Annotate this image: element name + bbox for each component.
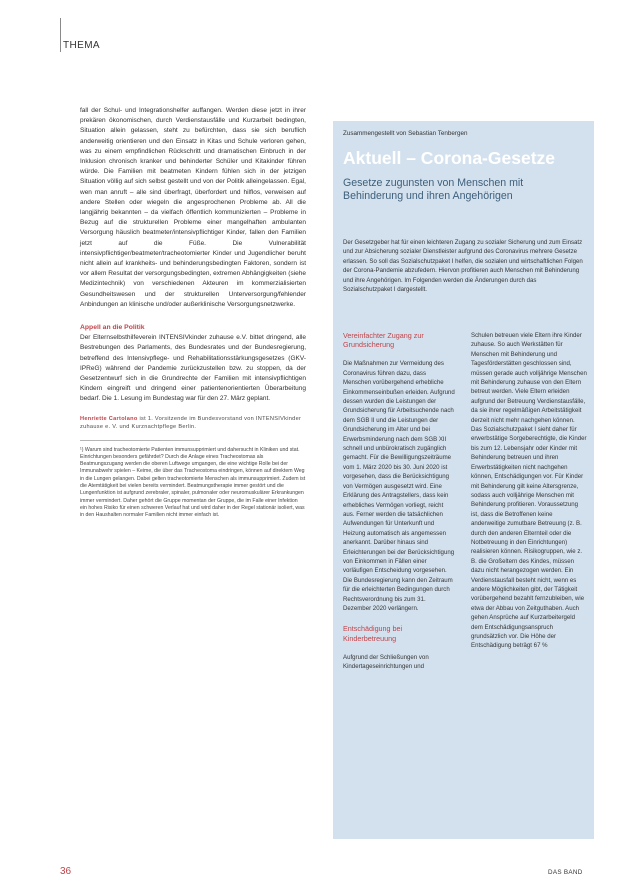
left-column — [80, 106, 306, 519]
author-note — [80, 415, 306, 432]
header-rule — [60, 18, 61, 52]
box-column-1 — [343, 331, 455, 672]
page-number: 36 — [60, 866, 72, 877]
subheading-grundsicherung: Vereinfachter Zugang zur Grundsicherung — [343, 331, 424, 350]
subheading-kinderbetreuung: Entschädigung bei Kinderbetreuung — [343, 624, 403, 643]
footnote-divider — [80, 440, 200, 441]
box-column-2 — [471, 331, 587, 651]
magazine-name: DAS BAND — [548, 869, 583, 876]
box-intro: Der Gesetzgeber hat für einen leichteren Zugang zu sozialer Sicherung und zum Einsatz und zur Absicherung sozialer Dienstleister aufgrund des Coronavirus mehrere Gesetze erlassen. So soll das Sozialschutzpaket I helfen, die sozialen und wirtschaftlichen Folgen der Corona-Pandemie abzufedern. Hiervon profitieren auch Menschen mit Behinderung und ihre Angehörigen. Im Folgenden werden die Änderungen durch das Sozialschutzpaket I dargestellt. — [343, 239, 583, 294]
author-bio: ist 1. Vorsitzende im Bundesvorstand von INTENSIVkinder zuhause e. V. und Kurznachtpflege Berlin. — [80, 415, 302, 431]
info-box — [333, 121, 594, 839]
box-paragraph: Schulen betreuen viele Eltern ihre Kinder zuhause. So auch Werkstätten für Menschen mit Behinderung und Tagesförderstätten geschlossen sind, müssen gerade auch volljährige Menschen mit Behinderung zuhause von den Eltern betreut werden. Viele Eltern erleiden aufgrund der Betreuung Verdienstausfälle, da sie ihrer regelmäßigen Arbeitstätigkeit derzeit nicht mehr nachgehen können. Das Sozialschutzpaket I sieht daher für erwerbstätige Sorgeberechtigte, die Kinder bis zum 12. Lebensjahr oder Kinder mit Behinderung betreuen und ihren Erwerbstätigkeiten nicht nachgehen können, Entschädigungen vor. Für Kinder mit Behinderung gilt keine Altersgrenze, sodass auch volljährige Menschen mit Behinderung profitieren. Voraussetzung ist, dass die Betroffenen keine anderweitige zumutbare Betreuung (z. B. durch den anderen Elternteil oder die Notbetreuung in den Einrichtungen) realisieren können. Risikogruppen, wie z. B. die Großeltern des Kindes, müssen dazu nicht herangezogen werden. Ein Verdienstausfall besteht nicht, wenn es andere Möglichkeiten gibt, der Tätigkeit vorübergehend bezahlt fernzubleiben, wie etwa der Abbau von Zeitguthaben. Auch gehen Ansprüche auf Kurzarbeitergeld dem Entschädigungsanspruch grundsätzlich vor. Die Höhe der Entschädigung beträgt 67 % — [471, 332, 587, 650]
box-paragraph: Die Maßnahmen zur Vermeidung des Coronavirus führen dazu, dass Menschen vorübergehend erhebliche Einkommenseinbußen erleiden. Aufgrund dessen wurden die Leistungen der Grundsicherung für Arbeitsuchende nach dem SGB II und die Leistungen der Grundsicherung im Alter und bei Erwerbsminderung nach dem SGB XII schnell und unbürokratisch zugänglich gemacht. Für die Bewilligungszeiträume vom 1. März 2020 bis 30. Juni 2020 ist vorgesehen, dass die Berücksichtigung von Vermögen ausgesetzt wird. Eine Erklärung des Antragstellers, dass kein erhebliches Vermögen vorliegt, reicht aus. Ferner werden die tatsächlichen Aufwendungen für Unterkunft und Heizung automatisch als angemessen anerkannt. Darüber hinaus sind Erleichterungen bei der Berücksichtigung von Einkommen in Fällen einer vorläufigen Entscheidung vorgesehen. Die Bundesregierung kann den Zeitraum für die erleichterten Bedingungen durch Rechtsverordnung bis zum 31. Dezember 2020 verlängern. — [343, 360, 455, 612]
subheading-appeal: Appell an die Politik — [80, 324, 145, 332]
author-name: Henriette Cartolano — [80, 415, 138, 422]
section-label: THEMA — [63, 40, 100, 51]
box-subtitle: Gesetze zugunsten von Menschen mit Behinderung und ihren Angehörigen — [343, 177, 524, 202]
footnote: ¹) Warum sind tracheotomierte Patienten immunsupprimiert und dahersucht in Kliniken und stat. Einrichtungen besonders gefährdet? Durch die Anlage eines Tracheostomas als Beatmungszugang werden die oberen Luftwege umgangen, die eine wichtige Rolle bei der Immunabwehr spielen – Keime, die über das Tracheostoma eindringen, können auf direktem Weg in die Lungen gelangen. Dabei gelten tracheotomierte Menschen als immunsupprimiert. Zudem ist die Atemtätigkeit bei vielen bereits vermindert. Beatmungstherapie immer gestört und die Lungenfunktion ist aufgrund zerebraler, spinaler, pulmonaler oder neuromuskulärer Erkrankungen immer vermindert. Daher gehört die Gruppe momentan der Gruppe, die im Falle einer Infektion ein hohes Risiko für einen schweren Verlauf hat und wird daher in der Regel stationär isoliert, was in den Haushalten normaler Familien nicht immer einfach ist. — [80, 446, 306, 519]
box-paragraph: Aufgrund der Schließungen von Kindertageseinrichtungen und — [343, 653, 429, 671]
article-paragraph: Der Elternselbsthilfeverein INTENSIVkinder zuhause e.V. bittet dringend, alle Bestrebungen des Parlaments, des Bundesrates und der Bundesregierung, betreffend des Intensivpflege- und Rehabilitationsstärkungsgesetzes (GKV-IPReG) während der Pandemie zurückzustellen bzw. zu stoppen, da der Gesetzentwurf sich in die Grundrechte der Familien mit intensivpflichtigen Kindern eingreift und dringend einer patientenorientierten Überarbeitung bedarf. Die 1. Lesung im Bundestag war für den 27. März geplant. — [80, 334, 306, 403]
box-compiled-by: Zusammengestellt von Sebastian Tenbergen — [343, 130, 468, 137]
box-title: Aktuell – Corona-Gesetze — [343, 148, 555, 168]
article-paragraph: fall der Schul- und Integrationshelfer auffangen. Werden diese jetzt in ihrer prekären ökonomischen, durch Verdienstausfälle und Kurzarbeit bedingten, Situation allein gelassen, steht zu befürchten, dass sie sich beruflich anderweitig orientieren und den Einsatz in Kitas und Schule verloren gehen, was zu einem empfindlichen Rückschritt und dramatischen Einbruch in der Inklusion chronisch kranker und behinderter Schüler und Kitakinder führen würde. Die Familien mit beatmeten Kindern fühlen sich in der jetzigen Situation völlig auf sich selbst gestellt und von der Politik alleingelassen. Egal, wen man anruft – alle sind überfragt, überfordert und hilflos, verweisen auf andere Stellen oder wiegeln die angesprochenen Probleme ab. All die langjährig bekannten – da vielfach öffentlich kommunizierten – Probleme in Bezug auf die strukturellen Probleme einer mangelhaften ambulanten Versorgung häuslich beatmeter/intensivpflichtiger Kinder, fallen den Familien jetzt auf die Füße. Die Vulnerabilität intensivpflichtiger/beatmeter/tracheotomierter Kinder und Jugendlicher beruht nicht allein auf krankheits- und behinderungsbedingten Faktoren, sondern ist vor allem Resultat der versorgungsbedingten, extremen Abhängigkeiten (siehe Medizintechnik) von verschiedenen Akteuren im kommerzialisierten Gesundheitswesen und der strukturellen Unterversorgung/fehlender Anbindungen an klinische und/oder außerklinische Versorgungsnetzwerke. — [80, 107, 306, 308]
